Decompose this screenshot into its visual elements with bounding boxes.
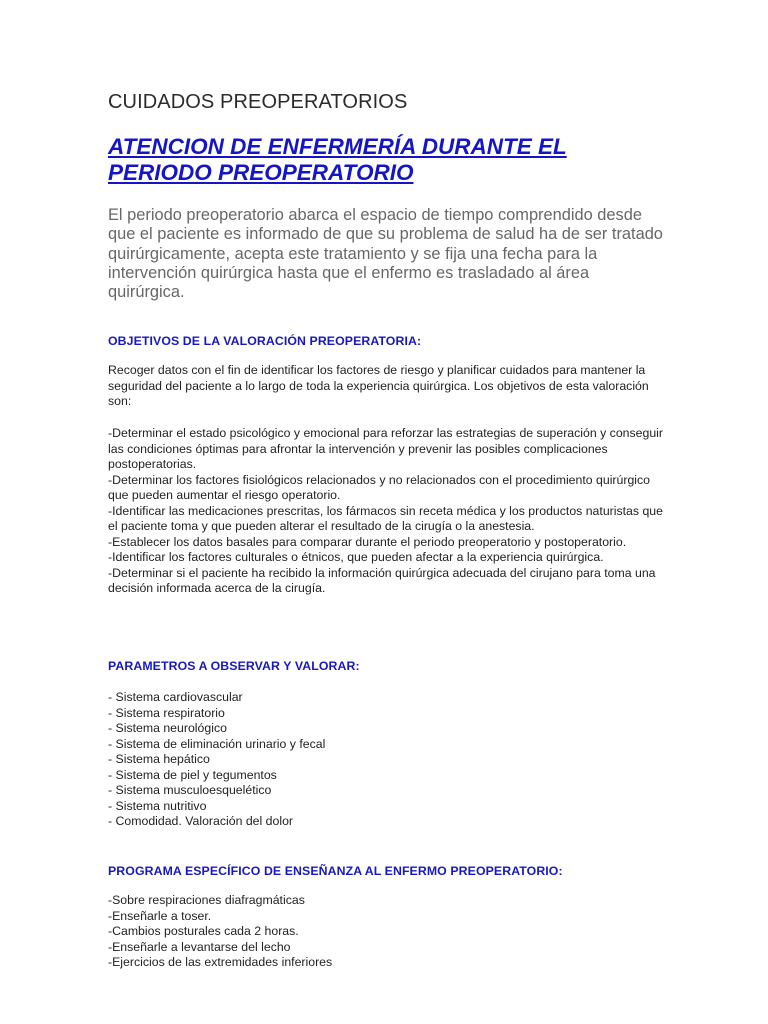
list-item: - Sistema de piel y tegumentos (108, 767, 277, 782)
list-item: - Comodidad. Valoración del dolor (108, 814, 294, 828)
list-item: -Cambios posturales cada 2 horas. (108, 924, 299, 938)
list-item: -Determinar los factores fisiológicos relacionados y no relacionados con el procedimiento quirúrgico que pueden aumentar el riesgo operatorio. (108, 472, 651, 502)
objetivos-intro-paragraph: Recoger datos con el fin de identificar los factores de riesgo y planificar cuidados para mantener la seguridad del paciente a lo largo de toda la experiencia quirúrgica. Los objetivos de esta valoración son: (108, 363, 649, 408)
list-item: -Ejercicios de las extremidades inferiores (108, 955, 333, 969)
list-item: - Sistema cardiovascular (108, 690, 243, 704)
main-heading: ATENCION DE ENFERMERÍA DURANTE EL PERIODO PREOPERATORIO (108, 134, 567, 185)
section-heading-objetivos: OBJETIVOS DE LA VALORACIÓN PREOPERATORIA: (108, 334, 422, 348)
list-item: -Enseñarle a levantarse del lecho (108, 939, 291, 954)
list-item: -Determinar si el paciente ha recibido la información quirúrgica adecuada del cirujano para toma una decisión informada acerca de la cirugía. (108, 565, 656, 595)
parametros-list (108, 690, 325, 830)
section-heading-programa: PROGRAMA ESPECÍFICO DE ENSEÑANZA AL ENFERMO PREOPERATORIO: (108, 864, 563, 878)
programa-list (108, 893, 332, 971)
list-item: - Sistema respiratorio (108, 705, 225, 720)
list-item: - Sistema de eliminación urinario y fecal (108, 736, 326, 751)
list-item: -Identificar los factores culturales o étnicos, que pueden afectar a la experiencia quirúrgica. (108, 550, 604, 564)
list-item: -Establecer los datos basales para comparar durante el periodo preoperatorio y postoperatorio. (108, 534, 627, 549)
document-title: CUIDADOS PREOPERATORIOS (108, 91, 408, 113)
list-item: - Sistema nutritivo (108, 798, 207, 813)
list-item: -Sobre respiraciones diafragmáticas (108, 893, 305, 907)
list-item: -Determinar el estado psicológico y emocional para reforzar las estrategias de superación y conseguir las condiciones óptimas para afrontar la intervención y prevenir las posibles complicaciones postoperatorias. (108, 426, 664, 471)
list-item: - Sistema musculoesquelético (108, 783, 272, 797)
list-item: - Sistema hepático (108, 752, 210, 766)
list-item: -Identificar las medicaciones prescritas, los fármacos sin receta médica y los productos naturistas que el paciente toma y que pueden alterar el resultado de la cirugía o la anestesia. (108, 503, 663, 533)
list-item: -Enseñarle a toser. (108, 908, 212, 923)
intro-paragraph: El periodo preoperatorio abarca el espacio de tiempo comprendido desde que el paciente es informado de que su problema de salud ha de ser tratado quirúrgicamente, acepta este tratamiento y se fija una fecha para la intervención quirúrgica hasta que el enfermo es trasladado al área quirúrgica. (108, 206, 663, 302)
objetivos-list (108, 426, 668, 597)
section-heading-parametros: PARAMETROS A OBSERVAR Y VALORAR: (108, 659, 360, 673)
list-item: - Sistema neurológico (108, 721, 227, 735)
